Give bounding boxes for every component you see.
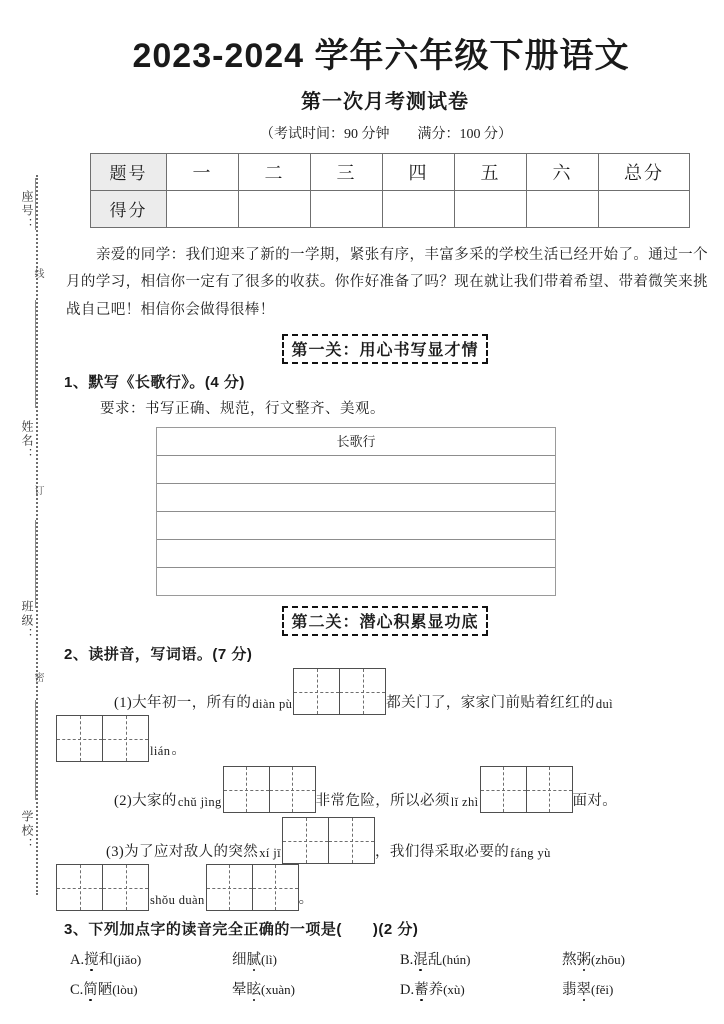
option-b-word2[interactable] — [562, 948, 724, 969]
pinyin-hint: duì — [595, 697, 614, 712]
seal-mark-ding: 订 — [32, 485, 43, 495]
option-row-ab — [70, 948, 724, 969]
pinyin-item — [56, 817, 724, 911]
seal-rule-4 — [35, 700, 36, 800]
sentence-text: 都关门了，家家门前贴着红红的 — [386, 695, 595, 712]
sentence-text: 。 — [171, 742, 187, 759]
pinyin-item-line — [56, 715, 724, 762]
score-table-header-cell: 六 — [527, 153, 599, 190]
question-1-requirement: 要求：书写正确、规范，行文整齐、美观。 — [100, 401, 385, 418]
seal-margin — [0, 0, 56, 1024]
pinyin-hint: xí jī — [259, 846, 282, 861]
score-table — [90, 153, 690, 228]
option-c-word2[interactable] — [232, 978, 400, 999]
section-banner-1: 第一关：用心书写显才情 — [282, 334, 487, 364]
page-subtitle: 第一次月考测试卷 — [301, 90, 469, 113]
option-character: 养 — [428, 982, 444, 999]
option-character: 翡 — [561, 982, 577, 999]
option-character: 熬 — [561, 952, 577, 969]
option-d[interactable] — [400, 978, 562, 999]
pinyin-hint: fáng yù — [510, 846, 551, 861]
pinyin-item — [56, 668, 724, 762]
pinyin-hint: diàn pù — [252, 697, 293, 712]
intro-paragraph: 亲爱的同学：我们迎来了新的一学期，紧张有序，丰富多采的学校生活已经开始了。通过一个月的学习，相信你一定有了很多的收获。你作好准备了吗？现在就让我们带着希望、带着微笑来挑战自己吧！相信你会做得很棒！ — [66, 246, 708, 318]
score-table-score-cell[interactable] — [239, 190, 311, 227]
tianzige-grid[interactable] — [293, 668, 386, 715]
score-table-score-cell[interactable] — [599, 190, 690, 227]
option-a-word2[interactable] — [232, 948, 400, 969]
tianzige-cell[interactable] — [103, 865, 148, 910]
question-3-stem: 3、下列加点字的读音完全正确的一项是( )(2 分) — [64, 921, 419, 939]
score-table-score-cell[interactable] — [311, 190, 383, 227]
score-table-score-cell[interactable] — [527, 190, 599, 227]
option-character: 简 — [83, 982, 98, 999]
sentence-text: 非常危险，所以必须 — [315, 793, 450, 810]
option-pinyin: (zhōu) — [590, 952, 625, 968]
tianzige-cell[interactable] — [207, 865, 253, 910]
option-c[interactable] — [70, 978, 232, 999]
option-character: 眩 — [246, 982, 262, 999]
section-banner-2: 第二关：潜心积累显功底 — [282, 606, 487, 636]
option-character: 粥 — [576, 952, 591, 969]
score-table-row — [91, 153, 690, 190]
sentence-text: ，我们得采取必要的 — [375, 844, 510, 861]
poem-blank-row[interactable] — [157, 540, 555, 568]
seal-mark-mi: 密 — [32, 672, 43, 682]
question-3-options — [70, 948, 724, 999]
option-pinyin: (fěi) — [590, 982, 614, 998]
option-character: 蓄 — [414, 982, 429, 999]
pinyin-hint: chǔ jìng — [177, 795, 222, 810]
tianzige-cell[interactable] — [527, 767, 572, 812]
option-character: 细 — [232, 952, 247, 969]
option-b[interactable] — [400, 948, 562, 969]
section-banner-1-wrap — [56, 334, 724, 364]
score-table-row-label: 得分 — [91, 190, 167, 227]
tianzige-grid[interactable] — [56, 864, 149, 911]
poem-blank-row[interactable] — [157, 512, 555, 540]
tianzige-cell[interactable] — [57, 865, 103, 910]
score-table-header-cell: 二 — [239, 153, 311, 190]
tianzige-cell[interactable] — [253, 865, 298, 910]
score-table-score-cell[interactable] — [455, 190, 527, 227]
sentence-text: (2)大家的 — [114, 793, 177, 810]
option-pinyin: (jiǎo) — [113, 952, 142, 968]
option-pinyin: (lòu) — [112, 982, 138, 998]
sentence-text: (3)为了应对敌人的突然 — [106, 844, 259, 861]
score-table-header-cell: 四 — [383, 153, 455, 190]
option-label: A. — [70, 952, 85, 969]
score-table-header-cell: 三 — [311, 153, 383, 190]
sentence-text: 面对。 — [572, 793, 618, 810]
tianzige-grid[interactable] — [223, 766, 316, 813]
field-label-class: 班级： — [20, 600, 34, 642]
question-1-stem: 1、默写《长歌行》。(4 分) — [64, 374, 245, 392]
tianzige-cell[interactable] — [329, 818, 374, 863]
option-pinyin: (xù) — [443, 982, 465, 998]
option-row-cd — [70, 978, 724, 999]
option-character: 搅 — [84, 952, 99, 969]
tianzige-grid[interactable] — [480, 766, 573, 813]
option-character: 陋 — [97, 982, 113, 999]
pinyin-item-line — [56, 668, 724, 715]
poem-title-row: 长歌行 — [157, 428, 555, 456]
exam-page — [56, 0, 724, 1024]
tianzige-cell[interactable] — [340, 669, 385, 714]
field-label-seat: 座号： — [20, 190, 34, 232]
tianzige-grid[interactable] — [56, 715, 149, 762]
tianzige-cell[interactable] — [103, 716, 148, 761]
exam-info: （考试时间：90 分钟 满分：100 分） — [260, 126, 512, 142]
option-character: 和 — [98, 952, 114, 969]
score-table-header-cell: 五 — [455, 153, 527, 190]
option-character: 腻 — [246, 952, 262, 969]
tianzige-cell[interactable] — [481, 767, 527, 812]
pinyin-hint: lǐ zhì — [450, 795, 479, 810]
score-table-score-cell[interactable] — [383, 190, 455, 227]
sentence-text: 。 — [298, 891, 314, 908]
question-2-stem: 2、读拼音，写词语。(7 分) — [64, 646, 253, 664]
question-2-items — [56, 668, 724, 911]
score-table-header-cell: 一 — [167, 153, 239, 190]
tianzige-cell[interactable] — [294, 669, 340, 714]
pinyin-item-line — [56, 766, 724, 813]
pinyin-hint: shǒu duàn — [150, 893, 205, 908]
option-pinyin: (hún) — [442, 952, 471, 968]
page-title: 2023-2024 学年六年级下册语文 — [132, 37, 630, 75]
poem-blank-row[interactable] — [157, 568, 555, 595]
section-banner-2-wrap — [56, 606, 724, 636]
score-table-header-cell: 总分 — [599, 153, 690, 190]
seal-rule-2 — [35, 300, 36, 408]
option-character: 乱 — [427, 952, 443, 969]
tianzige-grid[interactable] — [206, 864, 299, 911]
pinyin-item-line — [56, 817, 724, 864]
option-d-word2[interactable] — [562, 978, 724, 999]
pinyin-item-line — [56, 864, 724, 911]
option-label: B. — [399, 952, 414, 969]
option-pinyin: (xuàn) — [261, 982, 295, 998]
option-a[interactable] — [70, 948, 232, 969]
poem-blank-row[interactable] — [157, 456, 555, 484]
poem-blank-row[interactable] — [157, 484, 555, 512]
seal-mark-xian: 线 — [32, 268, 43, 278]
tianzige-cell[interactable] — [57, 716, 103, 761]
tianzige-grid[interactable] — [282, 817, 375, 864]
seal-dotted-line — [36, 175, 38, 895]
option-label: D. — [399, 982, 415, 999]
option-label: C. — [70, 982, 84, 999]
option-character: 混 — [413, 952, 428, 969]
option-pinyin: (lì) — [261, 952, 277, 968]
field-label-school: 学校： — [20, 810, 34, 852]
option-character: 晕 — [232, 982, 247, 999]
pinyin-item — [56, 766, 724, 813]
pinyin-hint: lián — [150, 744, 171, 759]
score-table-row — [91, 190, 690, 227]
score-table-row-label: 题号 — [91, 153, 167, 190]
tianzige-cell[interactable] — [270, 767, 315, 812]
tianzige-cell[interactable] — [224, 767, 270, 812]
seal-rule-3 — [35, 520, 36, 608]
score-table-score-cell[interactable] — [167, 190, 239, 227]
sentence-text: (1)大年初一，所有的 — [114, 695, 252, 712]
poem-writing-box[interactable] — [156, 427, 556, 596]
tianzige-cell[interactable] — [283, 818, 329, 863]
option-character: 翠 — [576, 982, 591, 999]
field-label-name: 姓名： — [20, 420, 34, 462]
